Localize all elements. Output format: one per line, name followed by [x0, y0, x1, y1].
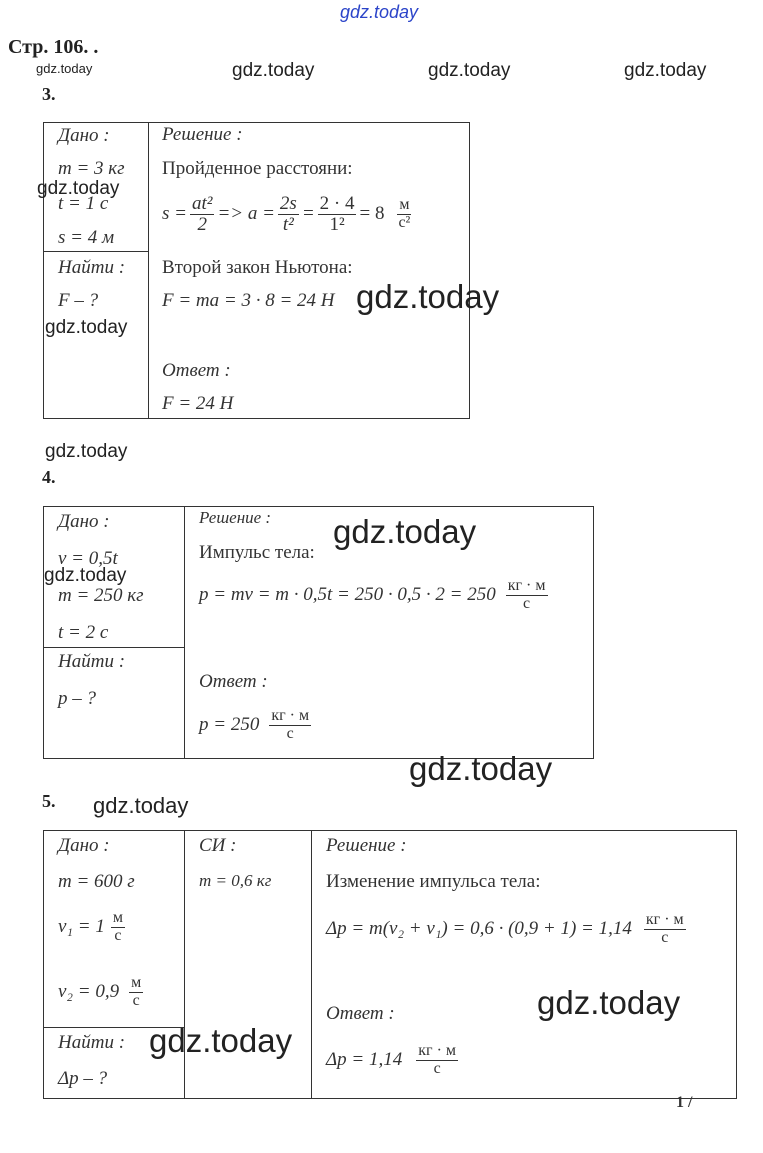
given-time: t = 1 с [58, 193, 109, 214]
task-3-number: 3. [42, 84, 56, 104]
given-velocity-1 [58, 910, 128, 945]
answer-header: Ответ : [162, 360, 231, 381]
fraction-den: 1² [329, 213, 345, 235]
table-divider [184, 506, 185, 758]
solution-header: Решение : [162, 124, 243, 145]
fraction-den: 2 [197, 213, 207, 235]
solution-header: Решение : [199, 508, 272, 527]
watermark: gdz.today [428, 60, 511, 81]
unit-fraction [129, 975, 143, 1010]
formula-force: F = ma = 3 · 8 = 24 Н [162, 290, 335, 311]
watermark: gdz.today [149, 1022, 293, 1059]
solution-line: Пройденное расстояни: [162, 158, 353, 179]
watermark: gdz.today [333, 513, 477, 550]
unit-fraction [111, 910, 125, 945]
table-divider [43, 647, 184, 648]
task-5-number: 5. [42, 791, 56, 811]
fraction-den: с [433, 1059, 441, 1077]
formula-acceleration [162, 194, 415, 235]
fraction-num: м [399, 196, 410, 214]
table-divider [148, 122, 149, 418]
page-title: Стр. 106. . [8, 36, 99, 58]
fraction [278, 194, 299, 235]
formula-part: = 8 [359, 203, 385, 225]
solution-header: Решение : [326, 835, 407, 856]
answer-value [326, 1043, 461, 1078]
unit-fraction [416, 1043, 458, 1078]
watermark: gdz.today [37, 178, 120, 199]
task-4-number: 4. [42, 467, 56, 487]
fraction-den: с [286, 724, 294, 742]
solution-line: Изменение импульса тела: [326, 871, 541, 892]
given-time: t = 2 с [58, 622, 109, 643]
unit-fraction [644, 912, 686, 947]
formula-part: Δp = m(v₂ + v₁) = 0,6 · (0,9 + 1) = 1,14 [326, 918, 632, 940]
si-header: СИ : [199, 835, 237, 856]
solution-line: Импульс тела: [199, 542, 315, 563]
formula-part: => a = [217, 203, 275, 225]
unit-fraction [269, 708, 311, 743]
find-value: p – ? [58, 688, 96, 709]
task-4-table [43, 506, 594, 759]
fraction-num: кг · м [418, 1042, 457, 1059]
given-mass: m = 3 кг [58, 158, 125, 179]
fraction-num: кг · м [271, 707, 310, 724]
given-header: Дано : [58, 511, 110, 532]
watermark: gdz.today [45, 441, 128, 462]
watermark: gdz.today [537, 984, 681, 1021]
watermark: gdz.today [36, 61, 93, 76]
fraction-den: с [132, 991, 140, 1009]
table-divider [43, 251, 148, 252]
fraction-num: 2s [279, 193, 297, 214]
unit-fraction [506, 578, 548, 613]
solution-line: Второй закон Ньютона: [162, 257, 353, 278]
watermark: gdz.today [624, 60, 707, 81]
table-divider [311, 830, 312, 1098]
fraction-den: с² [398, 213, 411, 231]
fraction-num: кг · м [507, 577, 546, 594]
watermark: gdz.today [93, 793, 189, 818]
given-mass: m = 600 г [58, 871, 135, 892]
answer-header: Ответ : [199, 671, 268, 692]
find-value: Δp – ? [58, 1068, 108, 1089]
find-header: Найти : [58, 257, 126, 278]
formula-part: p = mv = m · 0,5t = 250 · 0,5 · 2 = 250 [199, 584, 496, 606]
given-header: Дано : [58, 125, 110, 146]
formula-part: = [301, 203, 315, 225]
fraction [318, 194, 357, 235]
fraction-num: кг · м [645, 911, 684, 928]
unit-fraction [396, 197, 412, 232]
formula-part: s = [162, 203, 187, 225]
watermark-top: gdz.today [340, 2, 419, 22]
given-distance: s = 4 м [58, 227, 115, 248]
fraction-num: 2 · 4 [319, 193, 355, 214]
formula-part: p = 250 [199, 714, 260, 736]
fraction-num: м [112, 909, 123, 926]
watermark: gdz.today [232, 60, 315, 81]
si-mass: m = 0,6 кг [199, 871, 272, 890]
fraction [190, 194, 214, 235]
fraction-num: м [131, 974, 142, 991]
given-header: Дано : [58, 835, 110, 856]
formula-momentum [199, 578, 551, 613]
answer-header: Ответ : [326, 1003, 395, 1024]
find-value: F – ? [58, 290, 99, 311]
given-mass: m = 250 кг [58, 585, 144, 606]
given-velocity: v = 0,5t [58, 548, 118, 569]
find-header: Найти : [58, 1032, 126, 1053]
find-header: Найти : [58, 651, 126, 672]
watermark: gdz.today [45, 317, 128, 338]
formula-momentum-change [326, 912, 689, 947]
formula-part: v₂ = 0,9 [58, 981, 120, 1003]
fraction-num: at² [191, 193, 213, 214]
fraction-den: с [114, 926, 122, 944]
given-velocity-2 [58, 975, 146, 1010]
fraction-den: с [523, 594, 531, 612]
answer-value [199, 708, 314, 743]
formula-part: Δp = 1,14 [326, 1049, 403, 1071]
formula-part: v₁ = 1 [58, 916, 105, 938]
answer-value: F = 24 Н [162, 393, 234, 414]
footer-page-mark: 1 / [676, 1094, 693, 1111]
watermark: gdz.today [44, 565, 127, 586]
watermark: gdz.today [409, 750, 553, 787]
watermark: gdz.today [356, 278, 500, 315]
fraction-den: t² [282, 213, 294, 235]
fraction-den: с [661, 928, 669, 946]
